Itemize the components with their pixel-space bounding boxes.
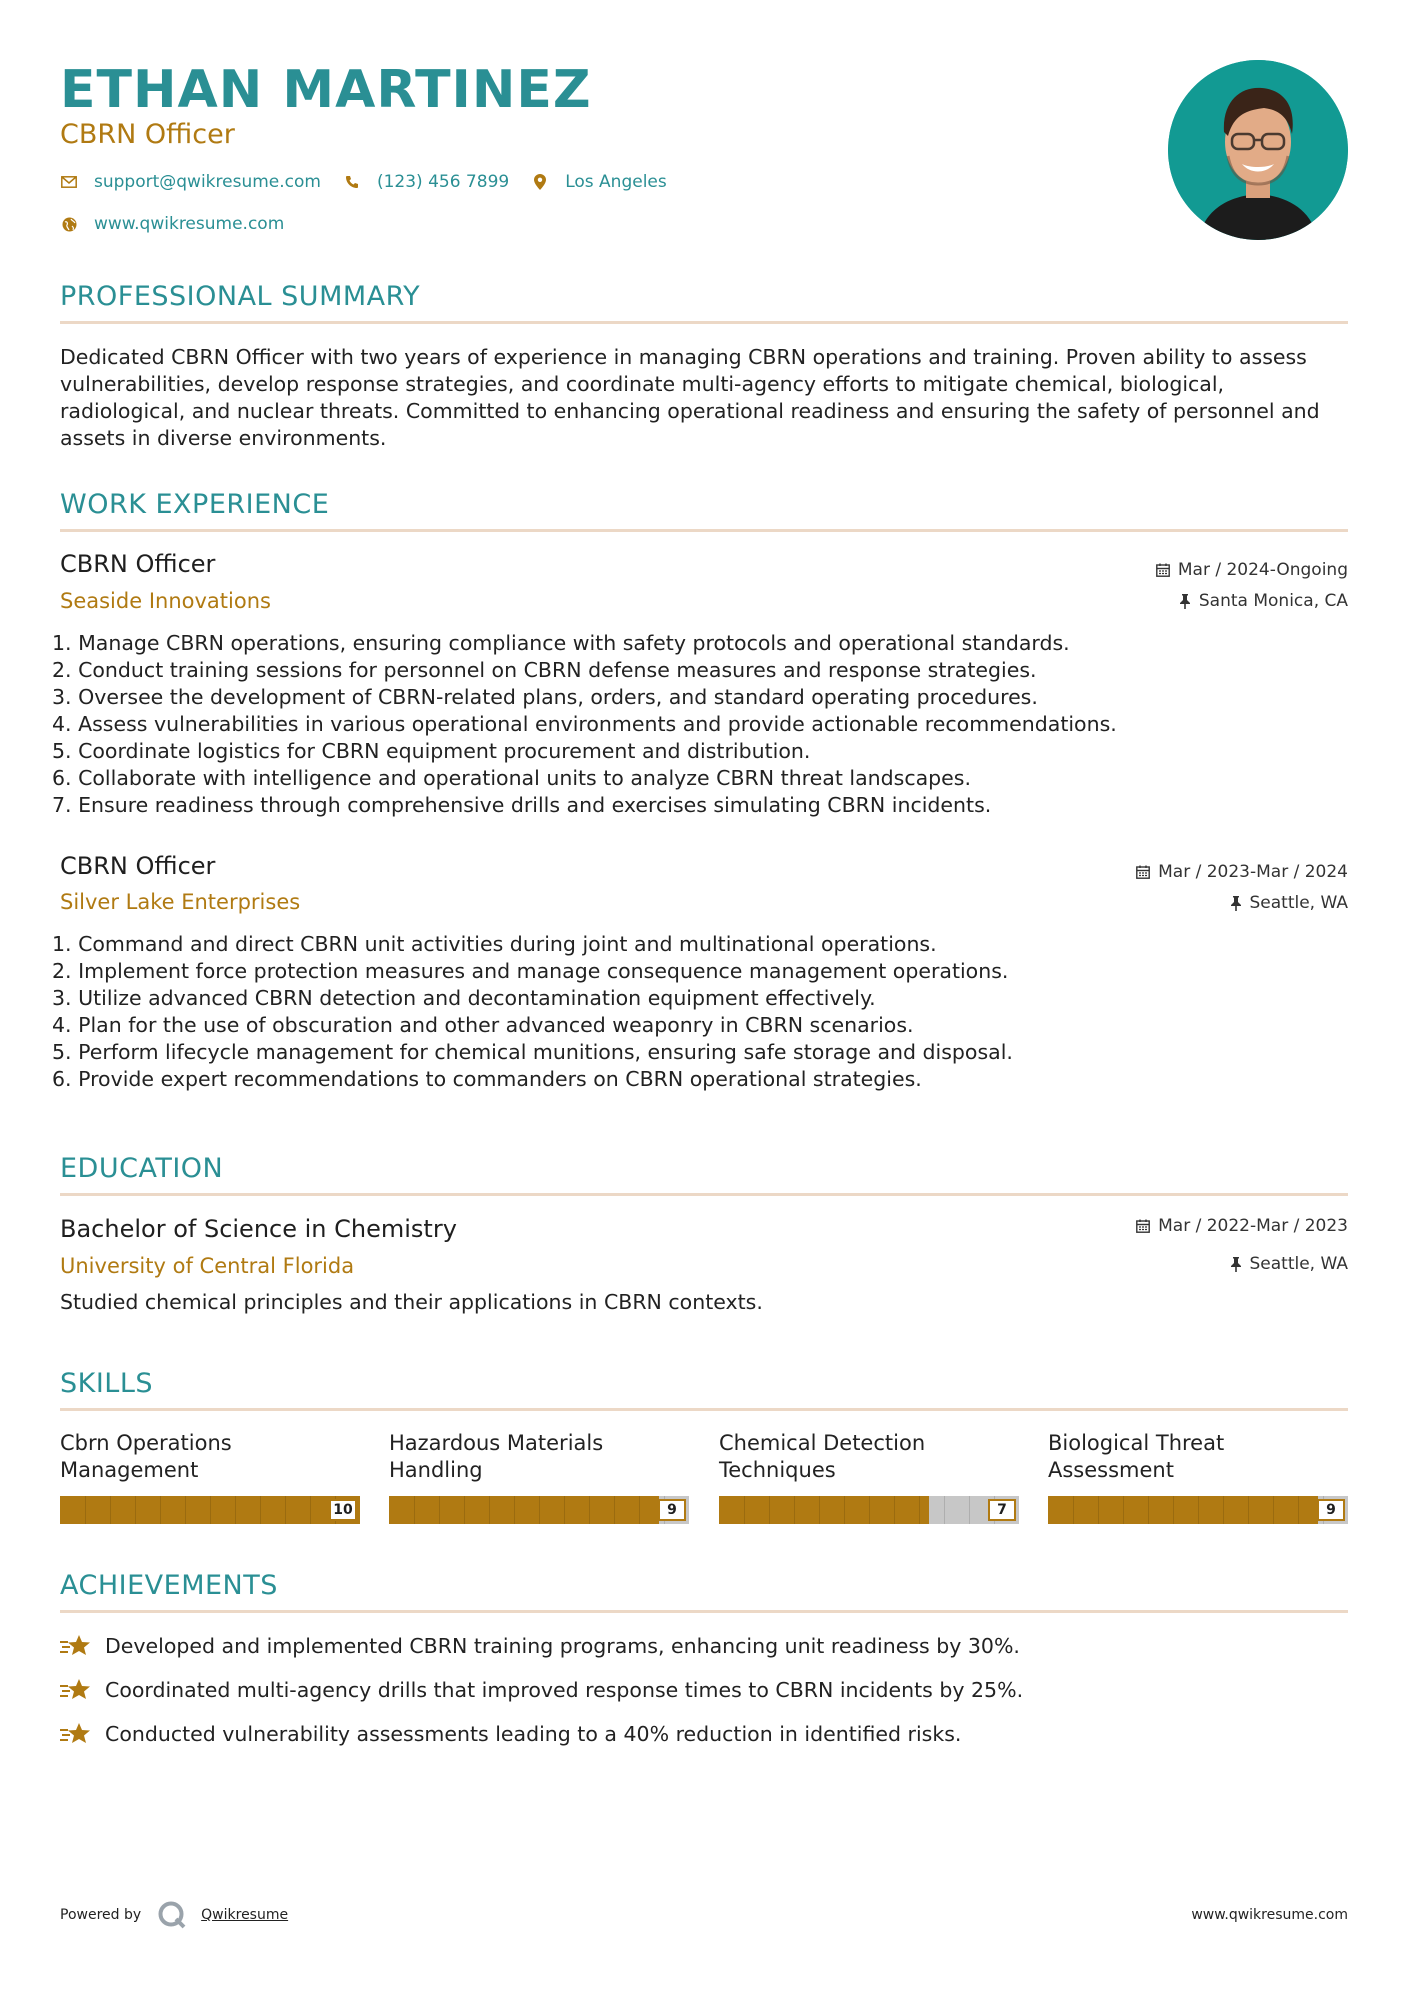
skill-name-line: Assessment [1048, 1458, 1174, 1482]
bullet-item: 2. Implement force protection measures and manage consequence management operations. [52, 959, 1009, 983]
skill-item [1048, 1430, 1348, 1524]
phone-number[interactable]: (123) 456 7899 [376, 172, 510, 192]
achievements-heading: ACHIEVEMENTS [60, 1570, 278, 1601]
skill-bar-segment [1198, 1496, 1199, 1524]
candidate-title: CBRN Officer [60, 119, 235, 150]
skill-bar-segment [1148, 1496, 1149, 1524]
job-bullets [52, 630, 1117, 819]
skill-name [1048, 1430, 1348, 1484]
skill-name [60, 1430, 360, 1484]
skill-level-badge: 9 [658, 1499, 686, 1521]
skill-bar-segment [210, 1496, 211, 1524]
skill-bar-segment [235, 1496, 236, 1524]
skill-bar-segment [85, 1496, 86, 1524]
degree-title: Bachelor of Science in Chemistry [60, 1215, 457, 1243]
skill-level-bar [389, 1496, 689, 1524]
bullet-item: 4. Assess vulnerabilities in various operational environments and provide actionable recommendations. [52, 712, 1117, 736]
achievement-item [60, 1676, 1023, 1704]
envelope-icon [60, 173, 78, 191]
skill-bar-segment [844, 1496, 845, 1524]
bullet-item: 5. Coordinate logistics for CBRN equipment procurement and distribution. [52, 739, 811, 763]
skill-name-line: Handling [389, 1458, 483, 1482]
skill-bar-segment [539, 1496, 540, 1524]
skill-item [719, 1430, 1019, 1524]
skill-bar-segment [160, 1496, 161, 1524]
skill-bar-segment [894, 1496, 895, 1524]
skill-bar-segment [285, 1496, 286, 1524]
skill-bar-segment [794, 1496, 795, 1524]
skill-item [60, 1430, 360, 1524]
summary-line: Dedicated CBRN Officer with two years of experience in managing CBRN operations and training. Proven ability to assess [60, 345, 1307, 369]
skills-heading: SKILLS [60, 1368, 154, 1399]
summary-line: assets in diverse environments. [60, 426, 387, 450]
bullet-item: 3. Oversee the development of CBRN-related plans, orders, and standard operating procedures. [52, 685, 1038, 709]
job-location [1179, 590, 1348, 612]
skill-bar-segment [414, 1496, 415, 1524]
skill-name-line: Cbrn Operations [60, 1431, 232, 1455]
job-title: CBRN Officer [60, 550, 216, 578]
contact-row-2 [60, 214, 306, 234]
skill-bar-segment [744, 1496, 745, 1524]
skill-bar-segment [439, 1496, 440, 1524]
achievement-item [60, 1720, 961, 1748]
skill-name-line: Hazardous Materials [389, 1431, 604, 1455]
skill-bar-segment [135, 1496, 136, 1524]
skill-name-line: Management [60, 1458, 199, 1482]
skill-bar-segment [1073, 1496, 1074, 1524]
pushpin-icon [1179, 594, 1191, 609]
education-location-text: Seattle, WA [1249, 1254, 1348, 1274]
skill-name [389, 1430, 689, 1484]
summary-line: vulnerabilities, develop response strategies, and coordinate multi-agency efforts to mitigate chemical, biological, [60, 372, 1225, 396]
education-location [1230, 1253, 1349, 1275]
shooting-star-icon [60, 1676, 92, 1704]
summary-line: radiological, and nuclear threats. Committed to enhancing operational readiness and ensuring the safety of personnel and [60, 399, 1320, 423]
job-company: Silver Lake Enterprises [60, 890, 301, 914]
skill-level-badge: 10 [329, 1499, 357, 1521]
achievement-text: Developed and implemented CBRN training programs, enhancing unit readiness by 30%. [105, 1634, 1020, 1658]
skill-bar-segment [639, 1496, 640, 1524]
experience-heading: WORK EXPERIENCE [60, 489, 330, 520]
bullet-item: 1. Manage CBRN operations, ensuring compliance with safety protocols and operational standards. [52, 631, 1070, 655]
section-divider [60, 529, 1348, 532]
skill-level-fill [389, 1496, 659, 1524]
shooting-star-icon [60, 1632, 92, 1660]
achievement-item [60, 1632, 1020, 1660]
job-bullets [52, 931, 1013, 1093]
skill-level-fill [1048, 1496, 1318, 1524]
skill-level-fill [719, 1496, 929, 1524]
skill-bar-segment [1123, 1496, 1124, 1524]
skill-bar-segment [944, 1496, 945, 1524]
skill-bar-segment [1223, 1496, 1224, 1524]
skill-bar-segment [919, 1496, 920, 1524]
summary-heading: PROFESSIONAL SUMMARY [60, 281, 421, 312]
skill-bar-segment [310, 1496, 311, 1524]
skill-bar-segment [564, 1496, 565, 1524]
skill-bar-segment [1248, 1496, 1249, 1524]
job-company: Seaside Innovations [60, 589, 271, 613]
skill-bar-segment [1298, 1496, 1299, 1524]
skill-level-bar [1048, 1496, 1348, 1524]
map-pin-icon [531, 173, 549, 191]
pushpin-icon [1230, 896, 1242, 911]
skill-name-line: Techniques [719, 1458, 836, 1482]
skill-level-badge: 9 [1317, 1499, 1345, 1521]
bullet-item: 1. Command and direct CBRN unit activities during joint and multinational operations. [52, 932, 937, 956]
section-divider [60, 321, 1348, 324]
skill-name [719, 1430, 1019, 1484]
skill-name-line: Biological Threat [1048, 1431, 1225, 1455]
skill-bar-segment [589, 1496, 590, 1524]
shooting-star-icon [60, 1720, 92, 1748]
calendar-icon [1156, 563, 1170, 577]
profile-photo [1168, 60, 1348, 240]
bullet-item: 6. Collaborate with intelligence and operational units to analyze CBRN threat landscapes. [52, 766, 971, 790]
calendar-icon [1136, 1219, 1150, 1233]
skill-bar-segment [110, 1496, 111, 1524]
powered-by-label: Powered by [60, 1907, 142, 1923]
footer-powered-by [60, 1900, 288, 1930]
summary-text [60, 344, 1348, 452]
section-divider [60, 1193, 1348, 1196]
globe-icon [60, 215, 78, 233]
education-description: Studied chemical principles and their applications in CBRN contexts. [60, 1290, 763, 1314]
skill-bar-segment [869, 1496, 870, 1524]
skill-bar-segment [769, 1496, 770, 1524]
job-dates [1136, 861, 1348, 883]
skill-level-badge: 7 [988, 1499, 1016, 1521]
skill-bar-segment [969, 1496, 970, 1524]
website-link[interactable]: www.qwikresume.com [94, 214, 285, 234]
bullet-item: 3. Utilize advanced CBRN detection and decontamination equipment effectively. [52, 986, 876, 1010]
skill-bar-segment [260, 1496, 261, 1524]
education-dates-text: Mar / 2022-Mar / 2023 [1158, 1216, 1348, 1236]
bullet-item: 2. Conduct training sessions for personnel on CBRN defense measures and response strategies. [52, 658, 1037, 682]
email-link[interactable]: support@qwikresume.com [94, 172, 321, 192]
job-dates [1156, 559, 1348, 581]
calendar-icon [1136, 865, 1150, 879]
skill-level-bar [60, 1496, 360, 1524]
section-divider [60, 1610, 1348, 1613]
job-dates-text: Mar / 2023-Mar / 2024 [1158, 862, 1348, 882]
skill-bar-segment [185, 1496, 186, 1524]
achievement-text: Coordinated multi-agency drills that improved response times to CBRN incidents by 25%. [105, 1678, 1024, 1702]
job-location-text: Santa Monica, CA [1198, 591, 1348, 611]
skill-level-bar [719, 1496, 1019, 1524]
achievement-text: Conducted vulnerability assessments leading to a 40% reduction in identified risks. [105, 1722, 962, 1746]
location: Los Angeles [565, 172, 667, 192]
skill-bar-segment [514, 1496, 515, 1524]
school-name: University of Central Florida [60, 1254, 355, 1278]
education-heading: EDUCATION [60, 1153, 224, 1184]
skill-bar-segment [1098, 1496, 1099, 1524]
education-dates [1136, 1215, 1348, 1237]
bullet-item: 6. Provide expert recommendations to commanders on CBRN operational strategies. [52, 1067, 922, 1091]
candidate-name: ETHAN MARTINEZ [60, 60, 592, 120]
bullet-item: 4. Plan for the use of obscuration and other advanced weaponry in CBRN scenarios. [52, 1013, 914, 1037]
skill-bar-segment [614, 1496, 615, 1524]
footer-website[interactable]: www.qwikresume.com [1191, 1907, 1348, 1923]
pushpin-icon [1230, 1257, 1242, 1272]
skill-item [389, 1430, 689, 1524]
skill-bar-segment [1273, 1496, 1274, 1524]
skill-bar-segment [1173, 1496, 1174, 1524]
skill-bar-segment [489, 1496, 490, 1524]
phone-icon [343, 173, 361, 191]
job-location-text: Seattle, WA [1249, 893, 1348, 913]
qwikresume-logo-icon [157, 1900, 187, 1930]
skill-bar-segment [819, 1496, 820, 1524]
contact-row-1 [60, 172, 689, 192]
job-title: CBRN Officer [60, 852, 216, 880]
qwikresume-link[interactable]: Qwikresume [201, 1907, 289, 1923]
job-location [1230, 892, 1349, 914]
skill-name-line: Chemical Detection [719, 1431, 926, 1455]
bullet-item: 7. Ensure readiness through comprehensive drills and exercises simulating CBRN incidents. [52, 793, 992, 817]
bullet-item: 5. Perform lifecycle management for chemical munitions, ensuring safe storage and disposal. [52, 1040, 1013, 1064]
job-dates-text: Mar / 2024-Ongoing [1177, 560, 1348, 580]
skill-bar-segment [464, 1496, 465, 1524]
section-divider [60, 1408, 1348, 1411]
